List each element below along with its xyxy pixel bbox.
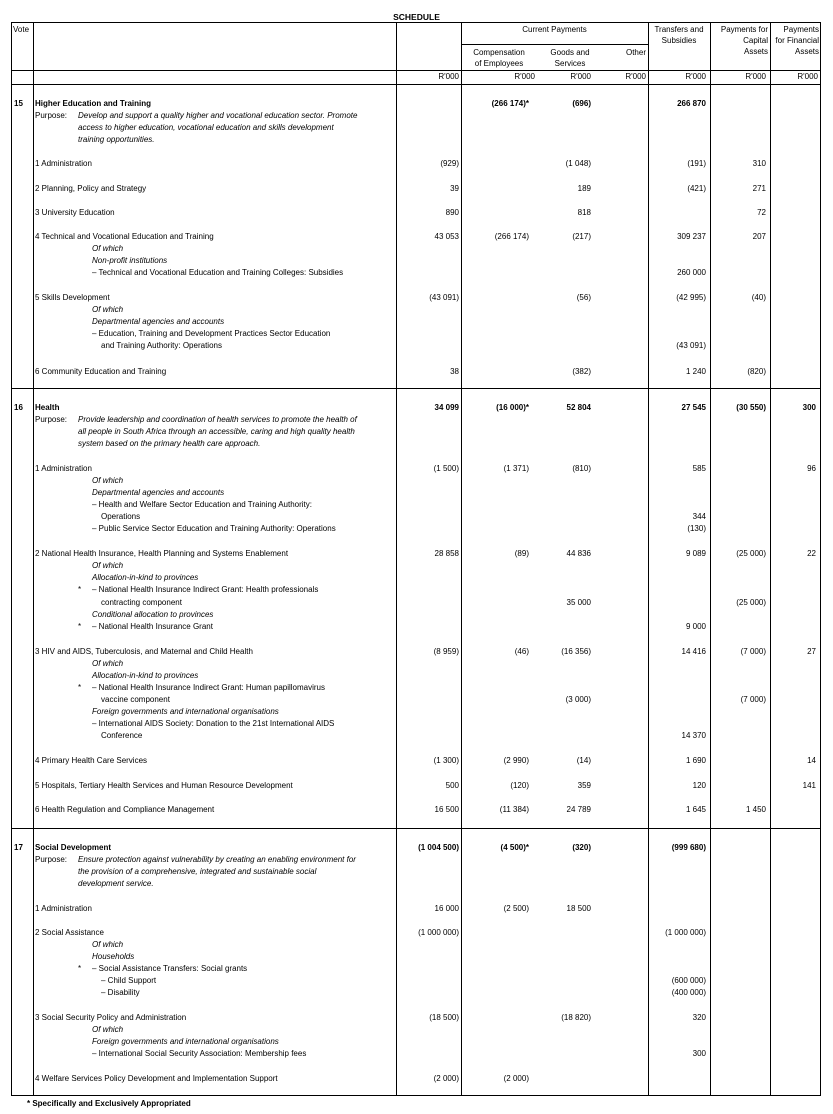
purpose-label: Purpose: [35,415,68,424]
amount-cell: (2 990) [503,756,529,765]
vote-number: 15 [14,99,23,108]
sub-item-label: Non-profit institutions [92,256,168,265]
amount-cell: (43 091) [429,293,459,302]
amount-cell: 1 240 [685,367,706,376]
amount-cell: 28 858 [434,549,459,558]
amount-cell: (3 000) [565,695,591,704]
amount-cell: 96 [807,464,816,473]
amount-cell: (4 500)* [500,843,529,852]
amount-cell: (7 000) [740,647,766,656]
vote-title: Social Development [35,843,112,852]
amount-cell: (1 000 000) [418,928,459,937]
column-divider [710,22,711,1096]
sub-item-label: vaccine component [101,695,170,704]
sub-item-label: – International Social Security Association: Membership fees [92,1049,307,1058]
sub-item-label: – Child Support [101,976,157,985]
amount-cell: 890 [445,208,459,217]
appropriation-star: * [78,964,82,973]
purpose-text: Provide leadership and coordination of health services to promote the health of [78,415,357,424]
amount-cell: 1 690 [685,756,706,765]
amount-cell: (16 000)* [496,403,529,412]
amount-cell: (382) [572,367,591,376]
amount-cell: (1 004 500) [418,843,459,852]
amount-cell: 818 [577,208,591,217]
amount-cell: (2 000) [503,1074,529,1083]
column-divider [33,22,34,1096]
column-divider [648,22,649,1096]
amount-cell: (421) [687,184,706,193]
amount-cell: 207 [752,232,766,241]
amount-cell: 35 000 [566,598,591,607]
amount-cell: 310 [752,159,766,168]
sub-item-label: Allocation-in-kind to provinces [92,671,199,680]
header-current-payments: Current Payments [522,25,587,34]
amount-cell: 120 [692,781,706,790]
amount-cell: 27 545 [681,403,706,412]
sub-item-label: – Health and Welfare Sector Education and Training Authority: [92,500,312,509]
amount-cell: 43 053 [434,232,459,241]
amount-cell: (14) [576,756,591,765]
amount-cell: 320 [692,1013,706,1022]
programme-label: 3 HIV and AIDS, Tuberculosis, and Maternal and Child Health [35,647,253,656]
unit-label: R'000 [797,72,818,81]
amount-cell: (1 500) [433,464,459,473]
appropriation-star: * [78,622,82,631]
programme-label: 3 Social Security Policy and Administration [35,1013,187,1022]
amount-cell: (1 300) [433,756,459,765]
amount-cell: 359 [577,781,591,790]
amount-cell: (18 820) [561,1013,591,1022]
sub-item-label: Of which [92,244,124,253]
amount-cell: (810) [572,464,591,473]
appropriation-star: * [78,683,82,692]
amount-cell: (25 000) [736,598,766,607]
amount-cell: (40) [751,293,766,302]
sub-item-label: – Education, Training and Development Practices Sector Education [92,329,331,338]
sub-item-label: Departmental agencies and accounts [92,488,225,497]
programme-label: 5 Skills Development [35,293,110,302]
amount-cell: (266 174) [494,232,529,241]
appropriation-star: * [78,585,82,594]
amount-cell: (46) [514,647,529,656]
purpose-label: Purpose: [35,111,68,120]
amount-cell: (266 174)* [491,99,529,108]
sub-item-label: Of which [92,476,124,485]
sub-item-label: – Social Assistance Transfers: Social grants [92,964,248,973]
vote-number: 17 [14,843,23,852]
column-divider [461,22,462,1096]
amount-cell: (929) [440,159,459,168]
programme-label: 4 Technical and Vocational Education and Training [35,232,214,241]
sub-item-label: and Training Authority: Operations [101,341,222,350]
purpose-text: Ensure protection against vulnerability by creating an enabling environment for [78,855,356,864]
amount-cell: 14 416 [681,647,706,656]
purpose-label: Purpose: [35,855,68,864]
purpose-text: Develop and support a quality higher and vocational education sector. Promote [78,111,358,120]
amount-cell: (2 500) [503,904,529,913]
amount-cell: (43 091) [676,341,706,350]
sub-item-label: – Disability [101,988,140,997]
amount-cell: (820) [747,367,766,376]
amount-cell: (7 000) [740,695,766,704]
amount-cell: (400 000) [671,988,706,997]
amount-cell: (42 995) [676,293,706,302]
sub-item-label: Foreign governments and international organisations [92,1037,279,1046]
unit-label: R'000 [514,72,535,81]
programme-label: 1 Administration [35,159,92,168]
amount-cell: 300 [692,1049,706,1058]
purpose-text: all people in South Africa through an accessible, caring and high quality health [78,427,355,436]
amount-cell: 300 [802,403,816,412]
amount-cell: 309 237 [677,232,706,241]
unit-label: R'000 [685,72,706,81]
footnote: * Specifically and Exclusively Appropriated [27,1099,191,1108]
column-divider [770,22,771,1096]
amount-cell: 16 000 [434,904,459,913]
amount-cell: 1 645 [685,805,706,814]
header-financial: Payments for Financial Assets [775,25,819,56]
amount-cell: 14 [807,756,816,765]
amount-cell: 27 [807,647,816,656]
programme-label: 5 Hospitals, Tertiary Health Services and Human Resource Development [35,781,293,790]
amount-cell: (16 356) [561,647,591,656]
amount-cell: (56) [576,293,591,302]
unit-label: R'000 [438,72,459,81]
amount-cell: (120) [510,781,529,790]
amount-cell: 141 [802,781,816,790]
amount-cell: (8 959) [433,647,459,656]
programme-label: 4 Primary Health Care Services [35,756,148,765]
amount-cell: 189 [577,184,591,193]
amount-cell: (191) [687,159,706,168]
amount-cell: 1 450 [745,805,766,814]
sub-item-label: Of which [92,305,124,314]
amount-cell: 16 500 [434,805,459,814]
amount-cell: 344 [692,512,706,521]
programme-label: 2 Social Assistance [35,928,104,937]
vote-divider [11,828,821,829]
vote-title: Health [35,403,60,412]
programme-label: 3 University Education [35,208,115,217]
amount-cell: (89) [514,549,529,558]
sub-item-label: Of which [92,561,124,570]
vote-number: 16 [14,403,23,412]
sub-item-label: Allocation-in-kind to provinces [92,573,199,582]
programme-label: 6 Health Regulation and Compliance Management [35,805,215,814]
programme-label: 1 Administration [35,904,92,913]
amount-cell: (25 000) [736,549,766,558]
unit-label: R'000 [745,72,766,81]
programme-label: 4 Welfare Services Policy Development and Implementation Support [35,1074,278,1083]
sub-item-label: Households [92,952,135,961]
header-compensation: Compensation of Employees [473,48,525,68]
amount-cell: (696) [572,99,591,108]
amount-cell: (2 000) [433,1074,459,1083]
amount-cell: 271 [752,184,766,193]
header-other: Other [625,48,646,57]
sub-item-label: Of which [92,940,124,949]
programme-label: 1 Administration [35,464,92,473]
amount-cell: 9 000 [685,622,706,631]
header-divider [461,44,648,45]
purpose-text: training opportunities. [78,135,155,144]
amount-cell: (217) [572,232,591,241]
sub-item-label: – National Health Insurance Grant [92,622,213,631]
header-divider [11,84,821,85]
sub-item-label: Operations [101,512,141,521]
amount-cell: (11 384) [499,805,529,814]
amount-cell: 24 789 [566,805,591,814]
unit-label: R'000 [570,72,591,81]
sub-item-label: – International AIDS Society: Donation to the 21st International AIDS [92,719,335,728]
amount-cell: 266 870 [677,99,706,108]
programme-label: 6 Community Education and Training [35,367,167,376]
programme-label: 2 National Health Insurance, Health Planning and Systems Enablement [35,549,289,558]
amount-cell: 39 [450,184,459,193]
amount-cell: (320) [572,843,591,852]
amount-cell: (30 550) [736,403,766,412]
sub-item-label: contracting component [101,598,182,607]
amount-cell: 500 [445,781,459,790]
column-divider [396,22,397,1096]
header-goods: Goods and Services [550,48,590,68]
schedule-title: SCHEDULE [393,12,440,22]
header-capital: Payments for Capital Assets [720,25,768,56]
sub-item-label: Conference [101,731,143,740]
unit-label: R'000 [625,72,646,81]
sub-item-label: Of which [92,1025,124,1034]
sub-item-label: Of which [92,659,124,668]
purpose-text: access to higher education, vocational education and skills development [78,123,334,132]
amount-cell: 22 [807,549,816,558]
sub-item-label: Conditional allocation to provinces [92,610,214,619]
amount-cell: 38 [450,367,459,376]
sub-item-label: Departmental agencies and accounts [92,317,225,326]
amount-cell: 18 500 [566,904,591,913]
vote-title: Higher Education and Training [35,99,152,108]
sub-item-label: – Technical and Vocational Education and Training Colleges: Subsidies [92,268,344,277]
amount-cell: (600 000) [671,976,706,985]
amount-cell: (18 500) [429,1013,459,1022]
amount-cell: (999 680) [671,843,706,852]
header-transfers: Transfers and Subsidies [654,25,704,45]
amount-cell: (130) [687,524,706,533]
sub-item-label: Foreign governments and international organisations [92,707,279,716]
purpose-text: system based on the primary health care approach. [78,439,261,448]
purpose-text: development service. [78,879,154,888]
amount-cell: 14 370 [681,731,706,740]
header-vote: Vote [13,25,30,34]
amount-cell: 52 804 [566,403,591,412]
amount-cell: (1 371) [503,464,529,473]
amount-cell: 72 [757,208,766,217]
amount-cell: 34 099 [434,403,459,412]
amount-cell: 260 000 [677,268,706,277]
programme-label: 2 Planning, Policy and Strategy [35,184,147,193]
sub-item-label: – National Health Insurance Indirect Grant: Human papillomavirus [92,683,326,692]
sub-item-label: – National Health Insurance Indirect Grant: Health professionals [92,585,319,594]
amount-cell: 9 089 [685,549,706,558]
sub-item-label: – Public Service Sector Education and Training Authority: Operations [92,524,336,533]
purpose-text: the provision of a comprehensive, integrated and sustainable social [78,867,317,876]
amount-cell: 585 [692,464,706,473]
vote-divider [11,388,821,389]
amount-cell: 44 836 [566,549,591,558]
amount-cell: (1 048) [565,159,591,168]
amount-cell: (1 000 000) [665,928,706,937]
